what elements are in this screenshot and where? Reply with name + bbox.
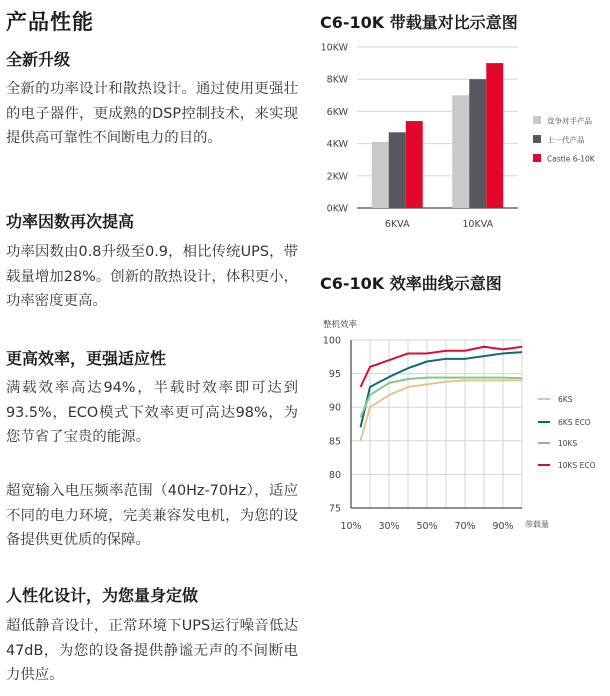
load-capacity-chart xyxy=(300,0,610,250)
section-body-humanized: 超低静音设计，正常环境下UPS运行噪音低达47dB，为您的设备提供静谧无声的不间断电力供应。 xyxy=(6,618,298,683)
legend-label: 竞争对手产品 xyxy=(547,116,592,126)
section-heading-efficiency: 更高效率，更强适应性 xyxy=(6,349,167,368)
page-title: 产品性能 xyxy=(6,10,94,34)
load-capacity-chart-svg xyxy=(300,0,610,250)
x-tick-label: 90% xyxy=(492,521,514,532)
section-body-power-factor: 功率因数由0.8升级至0.9，相比传统UPS，带载量增加28%。创新的散热设计，体积更小，功率密度更高。 xyxy=(6,244,298,309)
y-tick-label: 10KW xyxy=(320,42,348,54)
section-heading-power-factor: 功率因数再次提高 xyxy=(6,212,135,231)
bar xyxy=(452,95,469,208)
y-axis-title: 整机效率 xyxy=(323,320,358,330)
x-tick-label: 50% xyxy=(416,521,438,532)
y-tick-label: 85 xyxy=(328,436,341,448)
y-tick-label: 75 xyxy=(328,503,341,515)
legend-swatch xyxy=(533,154,541,162)
bar xyxy=(486,63,503,208)
section-body-efficiency: 满载效率高达94%，半载时效率即可达到93.5%，ECO模式下效率更可高达98%，为您节省了宝贵的能源。 xyxy=(6,380,298,445)
y-tick-label: 95 xyxy=(328,369,341,381)
x-tick-label: 70% xyxy=(454,521,476,532)
efficiency-chart xyxy=(300,260,610,550)
series-line xyxy=(361,352,523,427)
y-tick-label: 6KW xyxy=(326,106,348,118)
legend-swatch xyxy=(533,116,541,124)
x-tick-label: 10% xyxy=(340,521,362,532)
y-tick-label: 90 xyxy=(328,402,341,414)
x-tick-label: 10KVA xyxy=(462,219,494,230)
y-tick-label: 80 xyxy=(328,469,341,481)
bar xyxy=(406,121,423,208)
bar xyxy=(389,132,406,208)
efficiency-chart-title: C6-10K 效率曲线示意图 xyxy=(320,274,502,293)
y-tick-label: 100 xyxy=(322,335,341,347)
y-tick-label: 2KW xyxy=(326,171,348,183)
x-axis-title: 带载量 xyxy=(525,520,549,529)
section-body-input-range: 超宽输入电压频率范围（40Hz-70Hz），适应不同的电力环境，完美兼容发电机，为您的设备提供更优质的保障。 xyxy=(6,483,298,548)
legend-swatch xyxy=(533,135,541,143)
series-line xyxy=(361,380,523,440)
bar xyxy=(469,79,486,208)
bar xyxy=(372,142,389,208)
legend-label: 10KS ECO xyxy=(558,461,596,470)
section-heading-humanized: 人性化设计，为您量身定做 xyxy=(6,586,199,605)
legend-label: 10KS xyxy=(558,439,578,448)
legend-label: 上一代产品 xyxy=(547,135,585,145)
y-tick-label: 0KW xyxy=(326,203,348,215)
y-tick-label: 4KW xyxy=(326,139,348,151)
y-tick-label: 8KW xyxy=(326,74,348,86)
legend-label: 6KS ECO xyxy=(558,418,591,427)
legend-label: Castle 6-10K xyxy=(547,154,595,164)
efficiency-chart-svg xyxy=(300,260,610,550)
load-capacity-chart-title: C6-10K 带载量对比示意图 xyxy=(320,13,518,32)
section-body-upgrade: 全新的功率设计和散热设计。通过使用更强壮的电子器件，更成熟的DSP控制技术，来实现提供高可靠性不间断电力的目的。 xyxy=(6,81,298,146)
legend-label: 6KS xyxy=(558,395,573,404)
section-heading-upgrade: 全新升级 xyxy=(6,50,71,69)
x-tick-label: 6KVA xyxy=(384,219,410,230)
x-tick-label: 30% xyxy=(378,521,400,532)
